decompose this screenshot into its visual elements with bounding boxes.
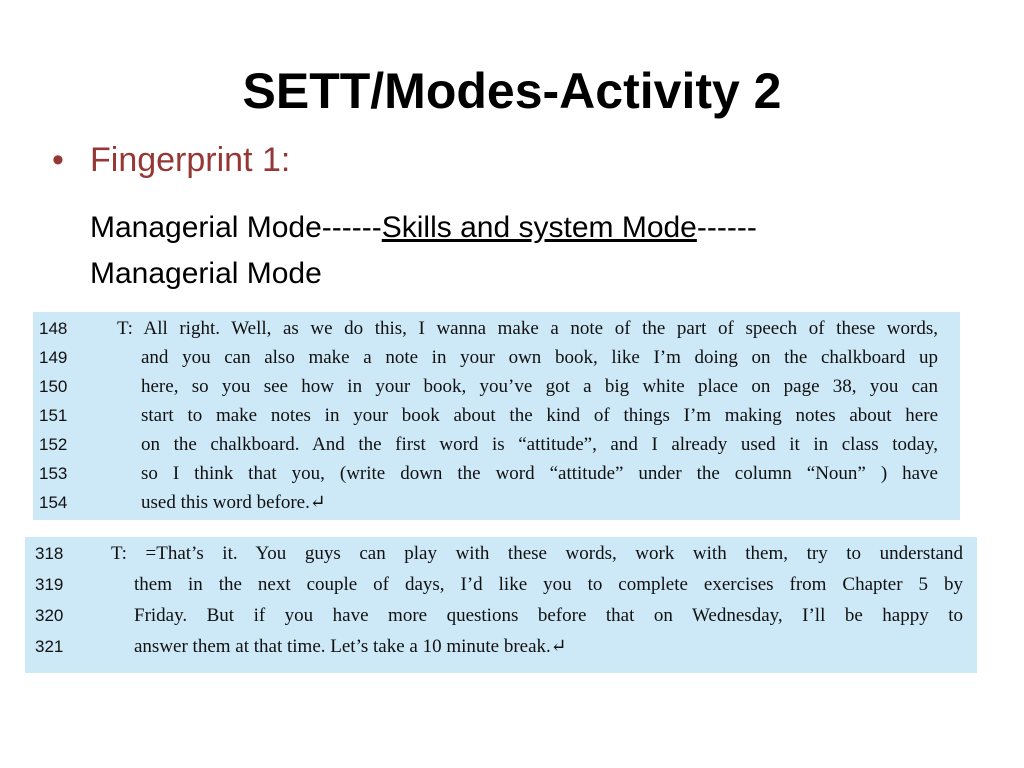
transcript-excerpt-1 — [33, 312, 960, 520]
transcript-line — [25, 571, 977, 599]
line-number: 318 — [35, 544, 64, 563]
transcript-line — [25, 540, 977, 568]
transcript-line — [25, 633, 977, 661]
mode-part-1: Managerial Mode------ — [90, 211, 382, 244]
line-text: T: All right. Well, as we do this, I wanna make a note of the part of speech of these words, — [117, 318, 938, 339]
line-number: 153 — [39, 464, 68, 483]
line-text: answer them at that time. Let’s take a 10 minute break.↵ — [134, 636, 567, 657]
line-text: used this word before.↵ — [141, 492, 326, 513]
transcript-line — [33, 431, 960, 459]
line-text: T: =That’s it. You guys can play with these words, work with them, try to understand — [111, 543, 963, 564]
line-number: 151 — [39, 406, 68, 425]
line-text: so I think that you, (write down the word “attitude” under the column “Noun” ) have — [141, 463, 938, 484]
line-text: here, so you see how in your book, you’ve got a big white place on page 38, you can — [141, 376, 938, 397]
transcript-line — [33, 373, 960, 401]
mode-part-4: Managerial Mode — [90, 257, 322, 290]
line-number: 149 — [39, 348, 68, 367]
line-text: on the chalkboard. And the first word is “attitude”, and I already used it in class today, — [141, 434, 938, 455]
mode-part-3: ------ — [696, 211, 757, 244]
line-text: them in the next couple of days, I’d like you to complete exercises from Chapter 5 by — [134, 574, 963, 595]
slide-title: SETT/Modes-Activity 2 — [242, 63, 782, 119]
bullet-dot-icon: • — [52, 141, 64, 179]
mode-sequence — [90, 205, 950, 297]
line-text: start to make notes in your book about the kind of things I’m making notes about here — [141, 405, 938, 426]
line-number: 321 — [35, 637, 64, 656]
transcript-excerpt-2 — [25, 537, 977, 673]
line-number: 148 — [39, 319, 68, 338]
transcript-line — [33, 344, 960, 372]
line-number: 320 — [35, 606, 64, 625]
transcript-line — [33, 460, 960, 488]
mode-part-2-underlined: Skills and system Mode — [381, 211, 697, 244]
bullet-item — [52, 141, 290, 180]
transcript-line — [25, 602, 977, 630]
transcript-line — [33, 315, 960, 343]
line-text: Friday. But if you have more questions before that on Wednesday, I’ll be happy to — [134, 605, 963, 626]
line-number: 319 — [35, 575, 64, 594]
line-number: 154 — [39, 493, 68, 512]
line-number: 152 — [39, 435, 68, 454]
bullet-text: Fingerprint 1: — [90, 141, 291, 179]
line-text: and you can also make a note in your own book, like I’m doing on the chalkboard up — [141, 347, 938, 368]
line-number: 150 — [39, 377, 68, 396]
transcript-line — [33, 402, 960, 430]
transcript-line — [33, 489, 960, 517]
